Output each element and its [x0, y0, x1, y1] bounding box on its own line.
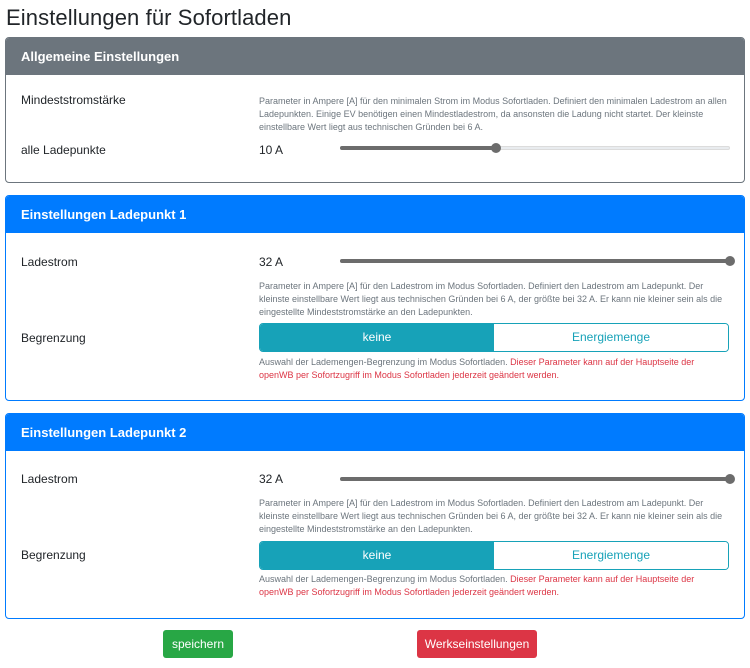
lp1-limit-label: Begrenzung — [21, 331, 86, 345]
lp1-current-value: 32 A — [259, 255, 284, 269]
all-points-value: 10 A — [259, 143, 284, 157]
lp2-settings-card — [5, 413, 745, 619]
min-current-help: Parameter in Ampere [A] für den minimalen Strom im Modus Sofortladen. Definiert den minimalen Ladestrom an allen Ladepunkten. Einige EV benötigen einen Mindestladestrom, da ansonsten die Ladung nicht startet. Der kleinste einstellbare Wert liegt aus technischen Gründen bei 6 A. — [259, 96, 727, 132]
lp1-current-help: Parameter in Ampere [A] für den Ladestrom im Modus Sofortladen. Definiert den Ladestrom am Ladepunkt. Der kleinste einstellbare Wert liegt aus technischen Gründen bei 6 A, der größte bei 32 A. Er kann nie kleiner sein als die eingestellte Mindeststromstärke an den Ladepunkten. — [259, 281, 723, 317]
lp2-current-label: Ladestrom — [21, 472, 78, 486]
lp2-current-help: Parameter in Ampere [A] für den Ladestrom im Modus Sofortladen. Definiert den Ladestrom am Ladepunkt. Der kleinste einstellbare Wert liegt aus technischen Gründen bei 6 A, der größte bei 32 A. Er kann nie kleiner sein als die eingestellte Mindeststromstärke an den Ladepunkten. — [259, 498, 723, 534]
lp2-limit-energy-button[interactable]: Energiemenge — [494, 542, 728, 569]
lp1-settings-card — [5, 195, 745, 401]
save-button[interactable]: speichern — [163, 630, 233, 658]
slider-fill — [340, 259, 730, 263]
reset-defaults-button[interactable]: Werkseinstellungen — [417, 630, 537, 658]
slider-fill — [340, 477, 730, 481]
lp2-current-value: 32 A — [259, 472, 284, 486]
lp1-current-label: Ladestrom — [21, 255, 78, 269]
lp2-limit-warning: Dieser Parameter kann auf der Hauptseite der openWB per Sofortzugriff im Modus Sofortladen jederzeit geändert werden. — [259, 574, 695, 597]
general-settings-header: Allgemeine Einstellungen — [6, 38, 744, 75]
lp1-limit-warning: Dieser Parameter kann auf der Hauptseite der openWB per Sofortzugriff im Modus Sofortladen jederzeit geändert werden. — [259, 357, 695, 380]
all-points-label: alle Ladepunkte — [21, 143, 106, 157]
lp1-limit-help — [259, 356, 731, 382]
lp2-current-slider[interactable] — [340, 471, 730, 487]
lp2-limit-help — [259, 573, 731, 599]
min-current-label: Mindeststromstärke — [21, 93, 126, 107]
slider-thumb[interactable] — [725, 474, 735, 484]
lp1-limit-help-text: Auswahl der Lademengen-Begrenzung im Modus Sofortladen. — [259, 357, 508, 367]
lp1-settings-header: Einstellungen Ladepunkt 1 — [6, 196, 744, 233]
lp1-limit-toggle[interactable] — [259, 323, 729, 352]
lp2-limit-toggle[interactable] — [259, 541, 729, 570]
page-title: Einstellungen für Sofortladen — [6, 5, 292, 30]
slider-thumb[interactable] — [725, 256, 735, 266]
lp2-limit-none-button[interactable]: keine — [260, 542, 494, 569]
lp2-limit-label: Begrenzung — [21, 548, 86, 562]
lp2-settings-header: Einstellungen Ladepunkt 2 — [6, 414, 744, 451]
general-settings-card — [5, 37, 745, 183]
lp1-limit-none-button[interactable]: keine — [260, 324, 494, 351]
slider-thumb[interactable] — [491, 143, 501, 153]
lp2-limit-help-text: Auswahl der Lademengen-Begrenzung im Modus Sofortladen. — [259, 574, 508, 584]
lp1-current-slider[interactable] — [340, 253, 730, 269]
lp1-limit-energy-button[interactable]: Energiemenge — [494, 324, 728, 351]
slider-fill — [340, 146, 496, 150]
min-current-slider[interactable] — [340, 140, 730, 156]
